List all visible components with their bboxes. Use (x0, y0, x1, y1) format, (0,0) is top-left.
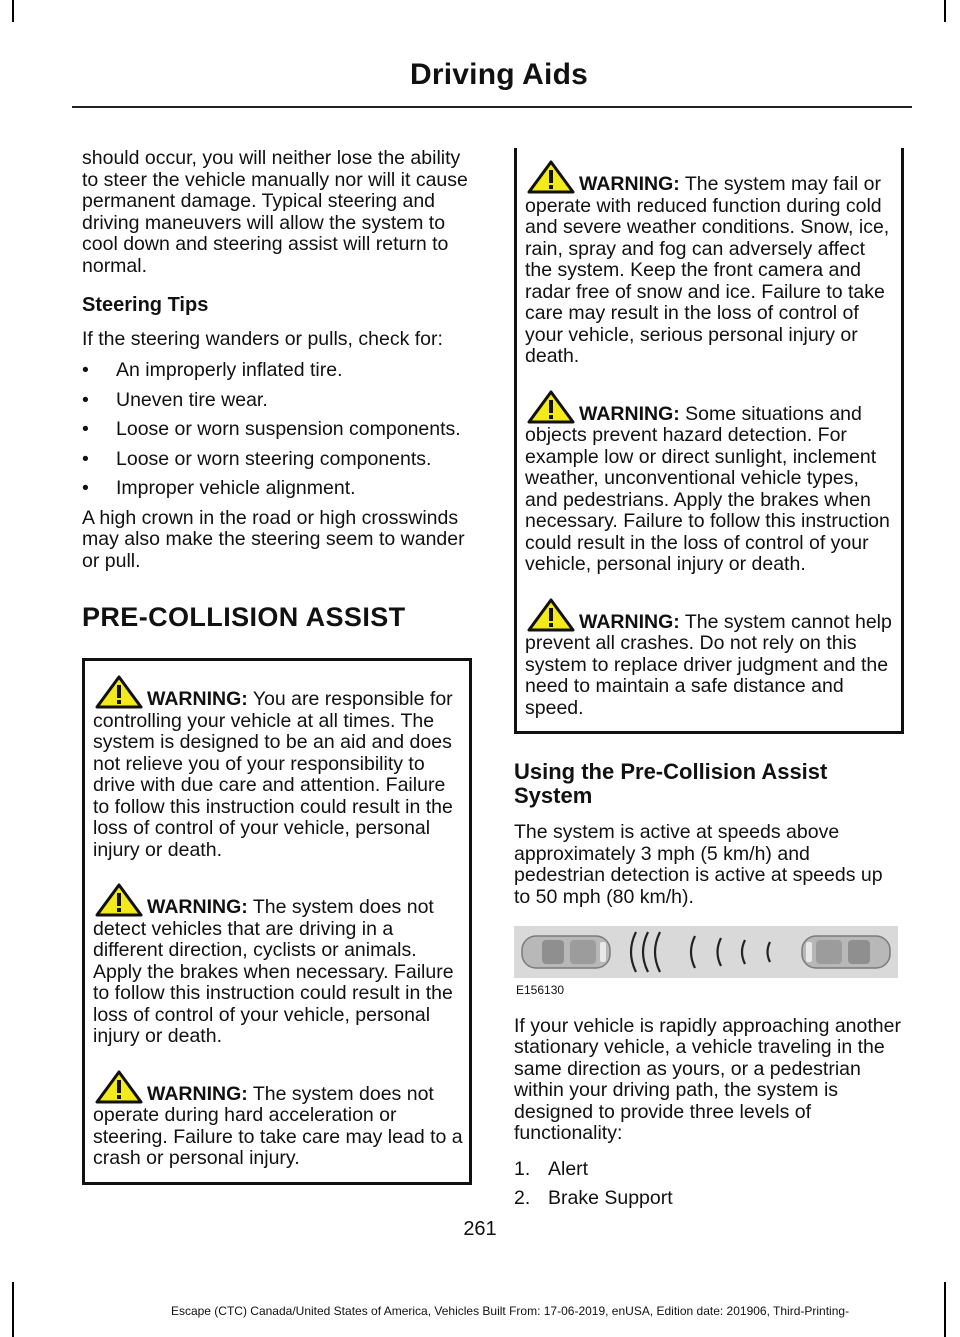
header-rule (72, 106, 912, 108)
warning-triangle-icon (93, 883, 143, 917)
target-vehicle-icon (802, 936, 890, 968)
list-item-text: Loose or worn steering components. (116, 447, 432, 470)
warning-box (82, 661, 472, 1185)
list-item-text: Improper vehicle alignment. (116, 477, 356, 499)
crop-mark (944, 0, 946, 22)
warning-item (93, 1070, 463, 1170)
warning-text: The system cannot help prevent all crashes. Do not rely on this system to replace driver judgment and the need to maintain a safe distance and speed. (525, 610, 892, 719)
list-item (82, 449, 472, 471)
tips-list (82, 360, 472, 500)
warning-item (525, 598, 895, 720)
active-speeds-paragraph: The system is active at speeds above approximately 3 mph (5 km/h) and pedestrian detection is active at speeds up to 50 mph (80 km/h). (514, 821, 883, 908)
list-item-text: Brake Support (548, 1187, 673, 1209)
warning-item (93, 883, 463, 1048)
list-item-text: Alert (548, 1157, 589, 1180)
list-number: 1. (514, 1157, 531, 1180)
using-pca-heading: Using the Pre-Collision Assist System (514, 759, 828, 808)
list-item (514, 1188, 904, 1210)
warning-text: The system does not operate during hard acceleration or steering. Failure to take care may lead to a crash or personal injury. (93, 1082, 463, 1169)
vehicles-radar-icon (514, 926, 898, 978)
crown-paragraph: A high crown in the road or high crosswinds may also make the steering seem to wander or pull. (82, 506, 465, 572)
warning-item (525, 390, 895, 576)
warning-triangle-icon (93, 675, 143, 709)
warning-item (93, 675, 463, 861)
warning-text: The system may fail or operate with reduced function during cold and severe weather conditions. Snow, ice, rain, spray and fog can adversely affect the system. Keep the front camera and radar free of snow and ice. Failure to take care may result in the loss of control of your vehicle, serious personal injury or death. (525, 173, 890, 367)
page-number: 261 (463, 1218, 497, 1240)
list-item (82, 419, 472, 441)
right-column (514, 148, 904, 1218)
footer-text: Escape (CTC) Canada/United States of America, Vehicles Built From: 17-06-2019, enUSA, Edition date: 201906, Third-Printing- (170, 1304, 850, 1318)
warning-triangle-icon (93, 1070, 143, 1104)
warning-triangle-icon (525, 390, 575, 424)
list-item (82, 478, 472, 500)
host-vehicle-icon (522, 936, 610, 968)
tips-lead: If the steering wanders or pulls, check for: (82, 327, 443, 350)
warning-triangle-icon (525, 598, 575, 632)
warning-label: WARNING: (579, 402, 680, 425)
warning-label: WARNING: (579, 173, 680, 195)
warning-label: WARNING: (147, 1082, 248, 1105)
levels-list (514, 1159, 904, 1210)
warning-label: WARNING: (147, 896, 248, 918)
approach-paragraph: If your vehicle is rapidly approaching another stationary vehicle, a vehicle traveling in the same direction as yours, or a pedestrian within your driving path, the system is designed to provide three levels of functionality: (514, 1014, 901, 1144)
warning-text: Some situations and objects prevent hazard detection. For example low or direct sunlight, inclement weather, unconventional vehicle types, and pedestrians. Apply the brakes when necessary. Failure to follow this instruction could result in the loss of control of your vehicle, personal injury or death. (525, 402, 890, 575)
warning-label: WARNING: (579, 610, 680, 633)
bullet-glyph: • (82, 477, 89, 499)
warning-box (514, 148, 904, 734)
intro-paragraph: should occur, you will neither lose the ability to steer the vehicle manually nor will it cause permanent damage. Typical steering and driving maneuvers will allow the system to cool down and steering assist will return to normal. (82, 147, 468, 277)
list-item (82, 390, 472, 412)
list-item (82, 360, 472, 382)
warning-item (525, 160, 895, 368)
warning-triangle-icon (525, 160, 575, 194)
list-item-text: Loose or worn suspension components. (116, 418, 461, 440)
list-number: 2. (514, 1187, 531, 1209)
crop-mark (12, 0, 14, 22)
left-column (82, 148, 472, 1185)
bullet-glyph: • (82, 447, 89, 470)
pre-collision-illustration (514, 926, 898, 978)
list-item-text: Uneven tire wear. (116, 388, 268, 411)
bullet-glyph: • (82, 418, 89, 440)
warning-text: You are responsible for controlling your vehicle at all times. The system is designed to be an aid and does not relieve you of your responsibility to drive with due care and attention. Failure to follow this instruction could result in the loss of control of your vehicle, personal injury or death. (93, 688, 453, 861)
warning-label: WARNING: (147, 688, 248, 710)
bullet-glyph: • (82, 359, 89, 381)
section-title: Driving Aids (410, 58, 588, 91)
figure-code: E156130 (516, 983, 565, 997)
warning-text: The system does not detect vehicles that are driving in a different direction, cyclists or animals. Apply the brakes when necessary. Failure to follow this instruction could result in the loss of control of your vehicle, personal injury or death. (93, 896, 454, 1047)
list-item-text: An improperly inflated tire. (116, 359, 343, 381)
bullet-glyph: • (82, 388, 89, 411)
steering-tips-heading: Steering Tips (82, 294, 209, 316)
pre-collision-heading: PRE-COLLISION ASSIST (82, 602, 406, 632)
list-item (514, 1159, 904, 1181)
